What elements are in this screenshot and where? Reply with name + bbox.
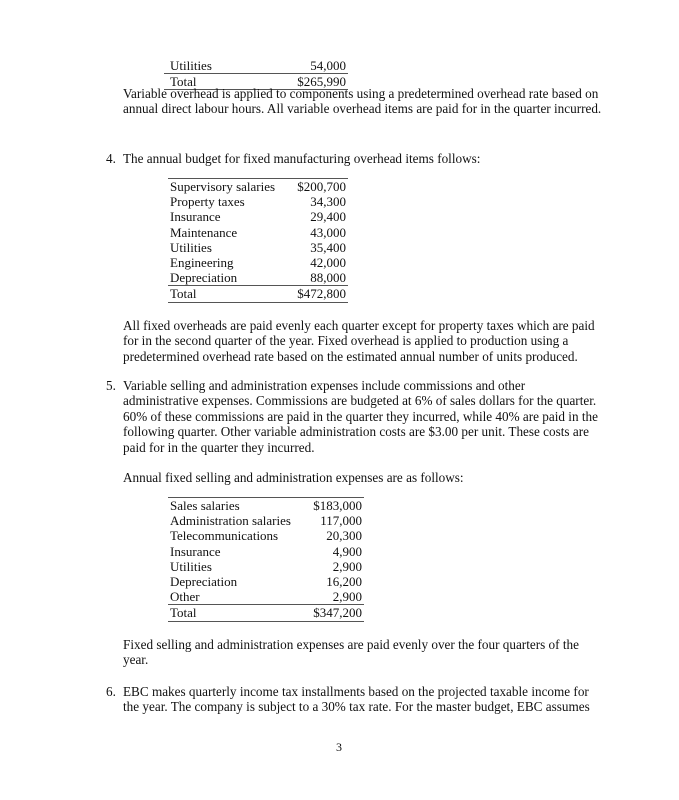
row-amount: 20,300	[326, 528, 362, 544]
row-label: Utilities	[164, 58, 253, 74]
row-amount: $183,000	[306, 498, 364, 514]
table-row	[168, 286, 348, 302]
row-amount: 2,900	[332, 558, 362, 574]
row-label: Property taxes	[170, 194, 245, 210]
row-label: Insurance	[170, 209, 221, 225]
row-amount: 117,000	[320, 513, 362, 529]
item5-after-paragraph: Fixed selling and administration expenses are paid evenly over the four quarters of the year.	[123, 637, 579, 668]
row-label: Telecommunications	[170, 528, 279, 544]
item5-number: 5.	[106, 378, 116, 393]
row-label: Supervisory salaries	[168, 179, 289, 195]
row-amount: $265,990	[253, 74, 348, 90]
row-amount: 88,000	[289, 270, 348, 286]
item4-number: 4.	[106, 151, 116, 166]
row-amount: $200,700	[289, 179, 348, 195]
table-row	[168, 240, 348, 255]
table-row	[168, 225, 348, 240]
table-row	[168, 559, 364, 574]
row-amount: 34,300	[310, 194, 346, 210]
table-row	[168, 209, 348, 224]
item4-intro: The annual budget for fixed manufacturing overhead items follows:	[123, 151, 481, 166]
table-row	[168, 255, 348, 270]
item4-after-paragraph: All fixed overheads are paid evenly each quarter except for property taxes which are paid for in the second quarter of the year. Fixed overhead is applied to production using a predetermined overhead rate based on the estimated annual number of units produced.	[123, 318, 595, 364]
table-row	[168, 498, 364, 514]
item5-intro: Variable selling and administration expenses include commissions and other administrative expenses. Commissions are budgeted at 6% of sales dollars for the quarter. 60% of these commissions are paid in the quarter they incurred, while 40% are paid in the following quarter. Other variable administration costs are $3.00 per unit. These costs are paid for in the quarter they incurred.	[123, 378, 598, 455]
row-label: Utilities	[170, 239, 212, 255]
fixed-manufacturing-overhead-table	[168, 178, 348, 303]
row-label: Maintenance	[170, 224, 238, 240]
table-row	[164, 58, 348, 74]
variable-overhead-paragraph: Variable overhead is applied to components using a predetermined overhead rate based on annual direct labour hours. All variable overhead items are paid for in the quarter incurred.	[123, 86, 602, 117]
table-row	[168, 589, 364, 605]
row-amount: 4,900	[332, 543, 362, 559]
table-row	[168, 194, 348, 209]
row-label: Insurance	[170, 543, 221, 559]
table-row	[168, 544, 364, 559]
row-label: Total	[164, 74, 253, 90]
row-amount: $347,200	[306, 605, 364, 621]
row-amount: 43,000	[310, 224, 346, 240]
table-row	[168, 605, 364, 621]
fixed-selling-admin-table	[168, 497, 364, 622]
row-amount: 42,000	[310, 255, 346, 271]
row-amount: 54,000	[253, 58, 348, 74]
row-label: Depreciation	[170, 574, 238, 590]
row-amount: $472,800	[289, 286, 348, 302]
table-row	[168, 574, 364, 589]
row-label: Total	[168, 605, 306, 621]
row-label: Other	[168, 589, 306, 605]
item6-number: 6.	[106, 684, 116, 699]
row-label: Total	[168, 286, 289, 302]
row-label: Depreciation	[168, 270, 289, 286]
row-amount: 29,400	[310, 209, 346, 225]
page-number: 3	[336, 740, 342, 754]
row-label: Utilities	[170, 558, 212, 574]
row-amount: 2,900	[306, 589, 364, 605]
row-label: Administration salaries	[170, 513, 291, 529]
table-row	[168, 179, 348, 195]
table-row	[168, 528, 364, 543]
row-amount: 35,400	[310, 239, 346, 255]
item6-text: EBC makes quarterly income tax installments based on the projected taxable income for the year. The company is subject to a 30% tax rate. For the master budget, EBC assumes	[123, 684, 590, 715]
row-label: Sales salaries	[168, 498, 306, 514]
row-label: Engineering	[170, 255, 234, 271]
table-row	[168, 513, 364, 528]
row-amount: 16,200	[326, 574, 362, 590]
item5-annual-label: Annual fixed selling and administration expenses are as follows:	[123, 470, 464, 485]
table-row	[168, 270, 348, 286]
